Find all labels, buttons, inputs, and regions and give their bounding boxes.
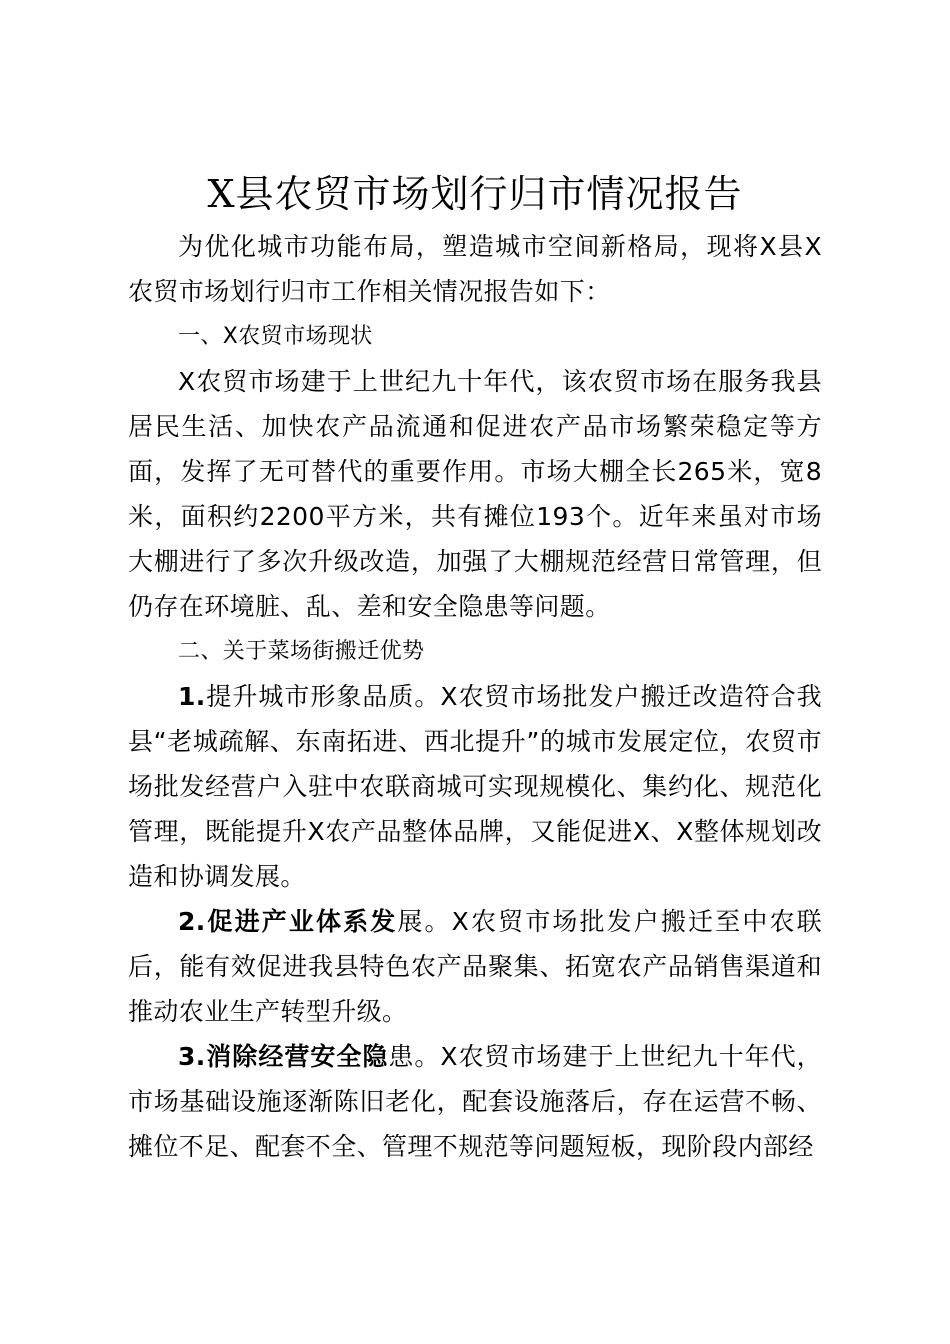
section1-heading: 一、X农贸市场现状 — [178, 324, 373, 349]
document-title: X县农贸市场划行归市情况报告 — [207, 172, 743, 216]
item3-lead: 3.消除经营安全隐 — [178, 1042, 389, 1071]
intro-paragraph: 为优化城市功能布局，塑造城市空间新格局，现将X县X农贸市场划行归市工作相关情况报告如下： — [128, 232, 822, 306]
item1-paragraph — [128, 674, 822, 899]
section2-heading: 二、关于菜场街搬迁优势 — [178, 639, 425, 664]
item2-lead: 2.促进产业体系发 — [178, 907, 398, 936]
item3-paragraph — [128, 1034, 822, 1169]
item3-text: 患。X农贸市场建于上世纪九十年代，市场基础设施逐渐陈旧老化，配套设施落后，存在运营不畅、摊位不足、配套不全、管理不规范等问题短板，现阶段内部经 — [128, 1042, 822, 1161]
item1-lead: 1. — [178, 682, 206, 711]
item2-text: 展。X农贸市场批发户搬迁至中农联后，能有效促进我县特色农产品聚集、拓宽农产品销售渠道和推动农业生产转型升级。 — [128, 907, 823, 1026]
item2-paragraph — [128, 899, 822, 1034]
document-body — [128, 224, 822, 1169]
section1-paragraph: X农贸市场建于上世纪九十年代，该农贸市场在服务我县居民生活、加快农产品流通和促进农产品市场繁荣稳定等方面，发挥了无可替代的重要作用。市场大棚全长265米，宽8米，面积约2200平方米，共有摊位193个。近年来虽对市场大棚进行了多次升级改造，加强了大棚规范经营日常管理，但仍存在环境脏、乱、差和安全隐患等问题。 — [128, 367, 822, 621]
item1-text: 提升城市形象品质。X农贸市场批发户搬迁改造符合我县“老城疏解、东南拓进、西北提升”的城市发展定位，农贸市场批发经营户入驻中农联商城可实现规模化、集约化、规范化管理，既能提升X农产品整体品牌，又能促进X、X整体规划改造和协调发展。 — [128, 682, 822, 891]
